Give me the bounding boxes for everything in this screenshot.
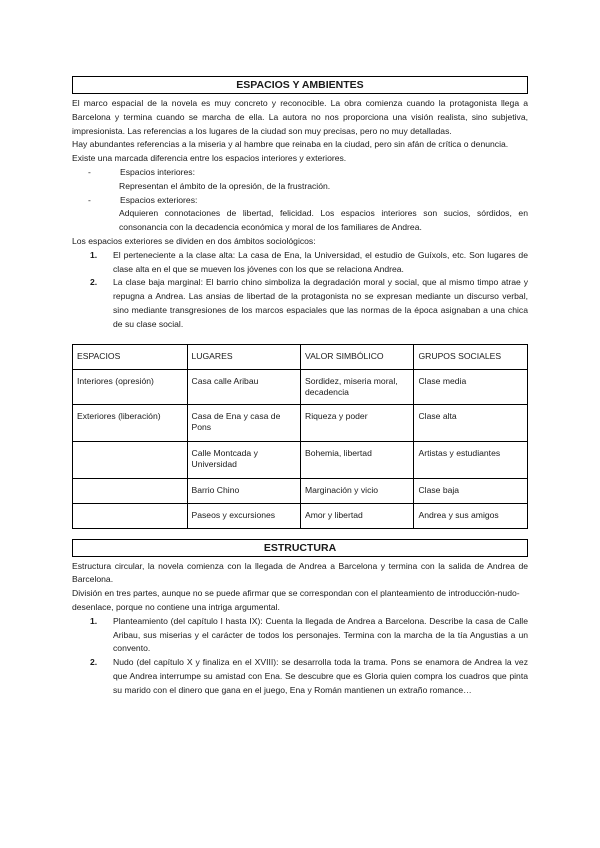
numbered-item — [86, 276, 528, 331]
table-cell: Paseos y excursiones — [187, 503, 300, 528]
bullet-marker: - — [88, 166, 91, 177]
bullet-marker: - — [88, 194, 91, 205]
table-header-cell: LUGARES — [187, 344, 300, 369]
section-title-estructura: ESTRUCTURA — [72, 539, 528, 557]
table-cell: Andrea y sus amigos — [414, 503, 528, 528]
table-cell: Sordidez, miseria moral, decadencia — [300, 369, 413, 404]
numbered-item — [86, 615, 528, 656]
table-cell: Clase baja — [414, 478, 528, 503]
paragraph: Hay abundantes referencias a la miseria y al hambre que reinaba en la ciudad, pero sin afán de crítica o denuncia. — [72, 139, 509, 150]
table-cell: Barrio Chino — [187, 478, 300, 503]
bullet-description: Representan el ámbito de la opresión, de la frustración. — [119, 180, 331, 191]
bullet-description: Adquieren connotaciones de libertad, felicidad. Los espacios interiores son sucios, sórdidos, en consonancia con la decadencia económica y moral de los familiares de Andrea. — [119, 208, 528, 233]
table-row — [73, 478, 528, 503]
table-cell: Clase media — [414, 369, 528, 404]
table-cell: Artistas y estudiantes — [414, 441, 528, 478]
number-marker: 1. — [90, 615, 98, 626]
table-cell: Marginación y vicio — [300, 478, 413, 503]
table-cell: Casa de Ena y casa de Pons — [187, 404, 300, 441]
table-row — [73, 441, 528, 478]
table-header-row — [73, 344, 528, 369]
numbered-text: Planteamiento (del capítulo I hasta IX): Cuenta la llegada de Andrea a Barcelona. Describe la casa de Calle Aribau, sus miserias y el carácter de todos los personajes. Termina con la marcha de la tía Angustias a un convento. — [113, 615, 528, 654]
table-cell: Interiores (opresión) — [73, 369, 188, 404]
table-cell: Bohemia, libertad — [300, 441, 413, 478]
section-title-espacios: ESPACIOS Y AMBIENTES — [72, 76, 528, 94]
numbered-text: Nudo (del capítulo X y finaliza en el XVIII): se desarrolla toda la trama. Pons se enamora de Andrea la vez que Andrea interrumpe su amistad con Ena. Se descubre que es Gloria quien compra los cuadros que pinta su marido con el dinero que gana en el juego, Ena y Román mantienen un extraño romance… — [113, 657, 528, 695]
number-marker: 1. — [90, 249, 98, 260]
bullet-label: Espacios interiores: — [120, 166, 195, 177]
table-cell: Casa calle Aribau — [187, 369, 300, 404]
bullet-label: Espacios exteriores: — [120, 194, 198, 205]
table-cell: Exteriores (liberación) — [73, 404, 188, 441]
table-cell — [73, 478, 188, 503]
numbered-text: La clase baja marginal: El barrio chino simboliza la degradación moral y social, que al mismo timpo atrae y repugna a Andrea. Las ansias de libertad de la protagonista no se expresan mediante un discurso verbal, sino mediante transgresiones de los marcos espaciales que las normas de la época asignaban a una chica de su clase social. — [113, 277, 528, 329]
spaces-table — [72, 344, 528, 529]
table-row — [73, 369, 528, 404]
document-page — [72, 76, 528, 698]
table-cell — [73, 441, 188, 478]
paragraph: El marco espacial de la novela es muy concreto y reconocible. La obra comienza cuando la protagonista llega a Barcelona y termina cuando se marcha de ella. La autora no nos proporciona una visión realista, sino subjetiva, impresionista. Las referencias a los lugares de la ciudad son muy precisas, pero no muy detalladas. — [72, 98, 528, 136]
table-row — [73, 503, 528, 528]
table-row — [73, 404, 528, 441]
bullet-item — [86, 166, 528, 180]
numbered-text: El perteneciente a la clase alta: La casa de Ena, la Universidad, el estudio de Guíxols, etc. Son lugares de clase alta en el que se mueven los jóvenes con los que se relaciona Andrea. — [113, 249, 528, 274]
paragraph: Existe una marcada diferencia entre los espacios interiores y exteriores. — [72, 153, 347, 164]
table-header-cell: VALOR SIMBÓLICO — [300, 344, 413, 369]
number-marker: 2. — [90, 277, 98, 288]
numbered-item — [86, 656, 528, 697]
table-cell: Amor y libertad — [300, 503, 413, 528]
paragraph: Los espacios exteriores se dividen en dos ámbitos sociológicos: — [72, 235, 316, 246]
number-marker: 2. — [90, 657, 98, 668]
table-cell: Calle Montcada y Universidad — [187, 441, 300, 478]
table-cell — [73, 503, 188, 528]
table-header-cell: ESPACIOS — [73, 344, 188, 369]
table-cell: Riqueza y poder — [300, 404, 413, 441]
numbered-item — [86, 249, 528, 277]
table-cell: Clase alta — [414, 404, 528, 441]
bullet-item — [86, 194, 528, 208]
paragraph: Estructura circular, la novela comienza con la llegada de Andrea a Barcelona y termina con la salida de Andrea de Barcelona. — [72, 560, 528, 585]
paragraph: División en tres partes, aunque no se puede afirmar que se correspondan con el planteamiento de introducción-nudo-desenlace, porque no contiene una intriga argumental. — [72, 588, 520, 612]
table-header-cell: GRUPOS SOCIALES — [414, 344, 528, 369]
